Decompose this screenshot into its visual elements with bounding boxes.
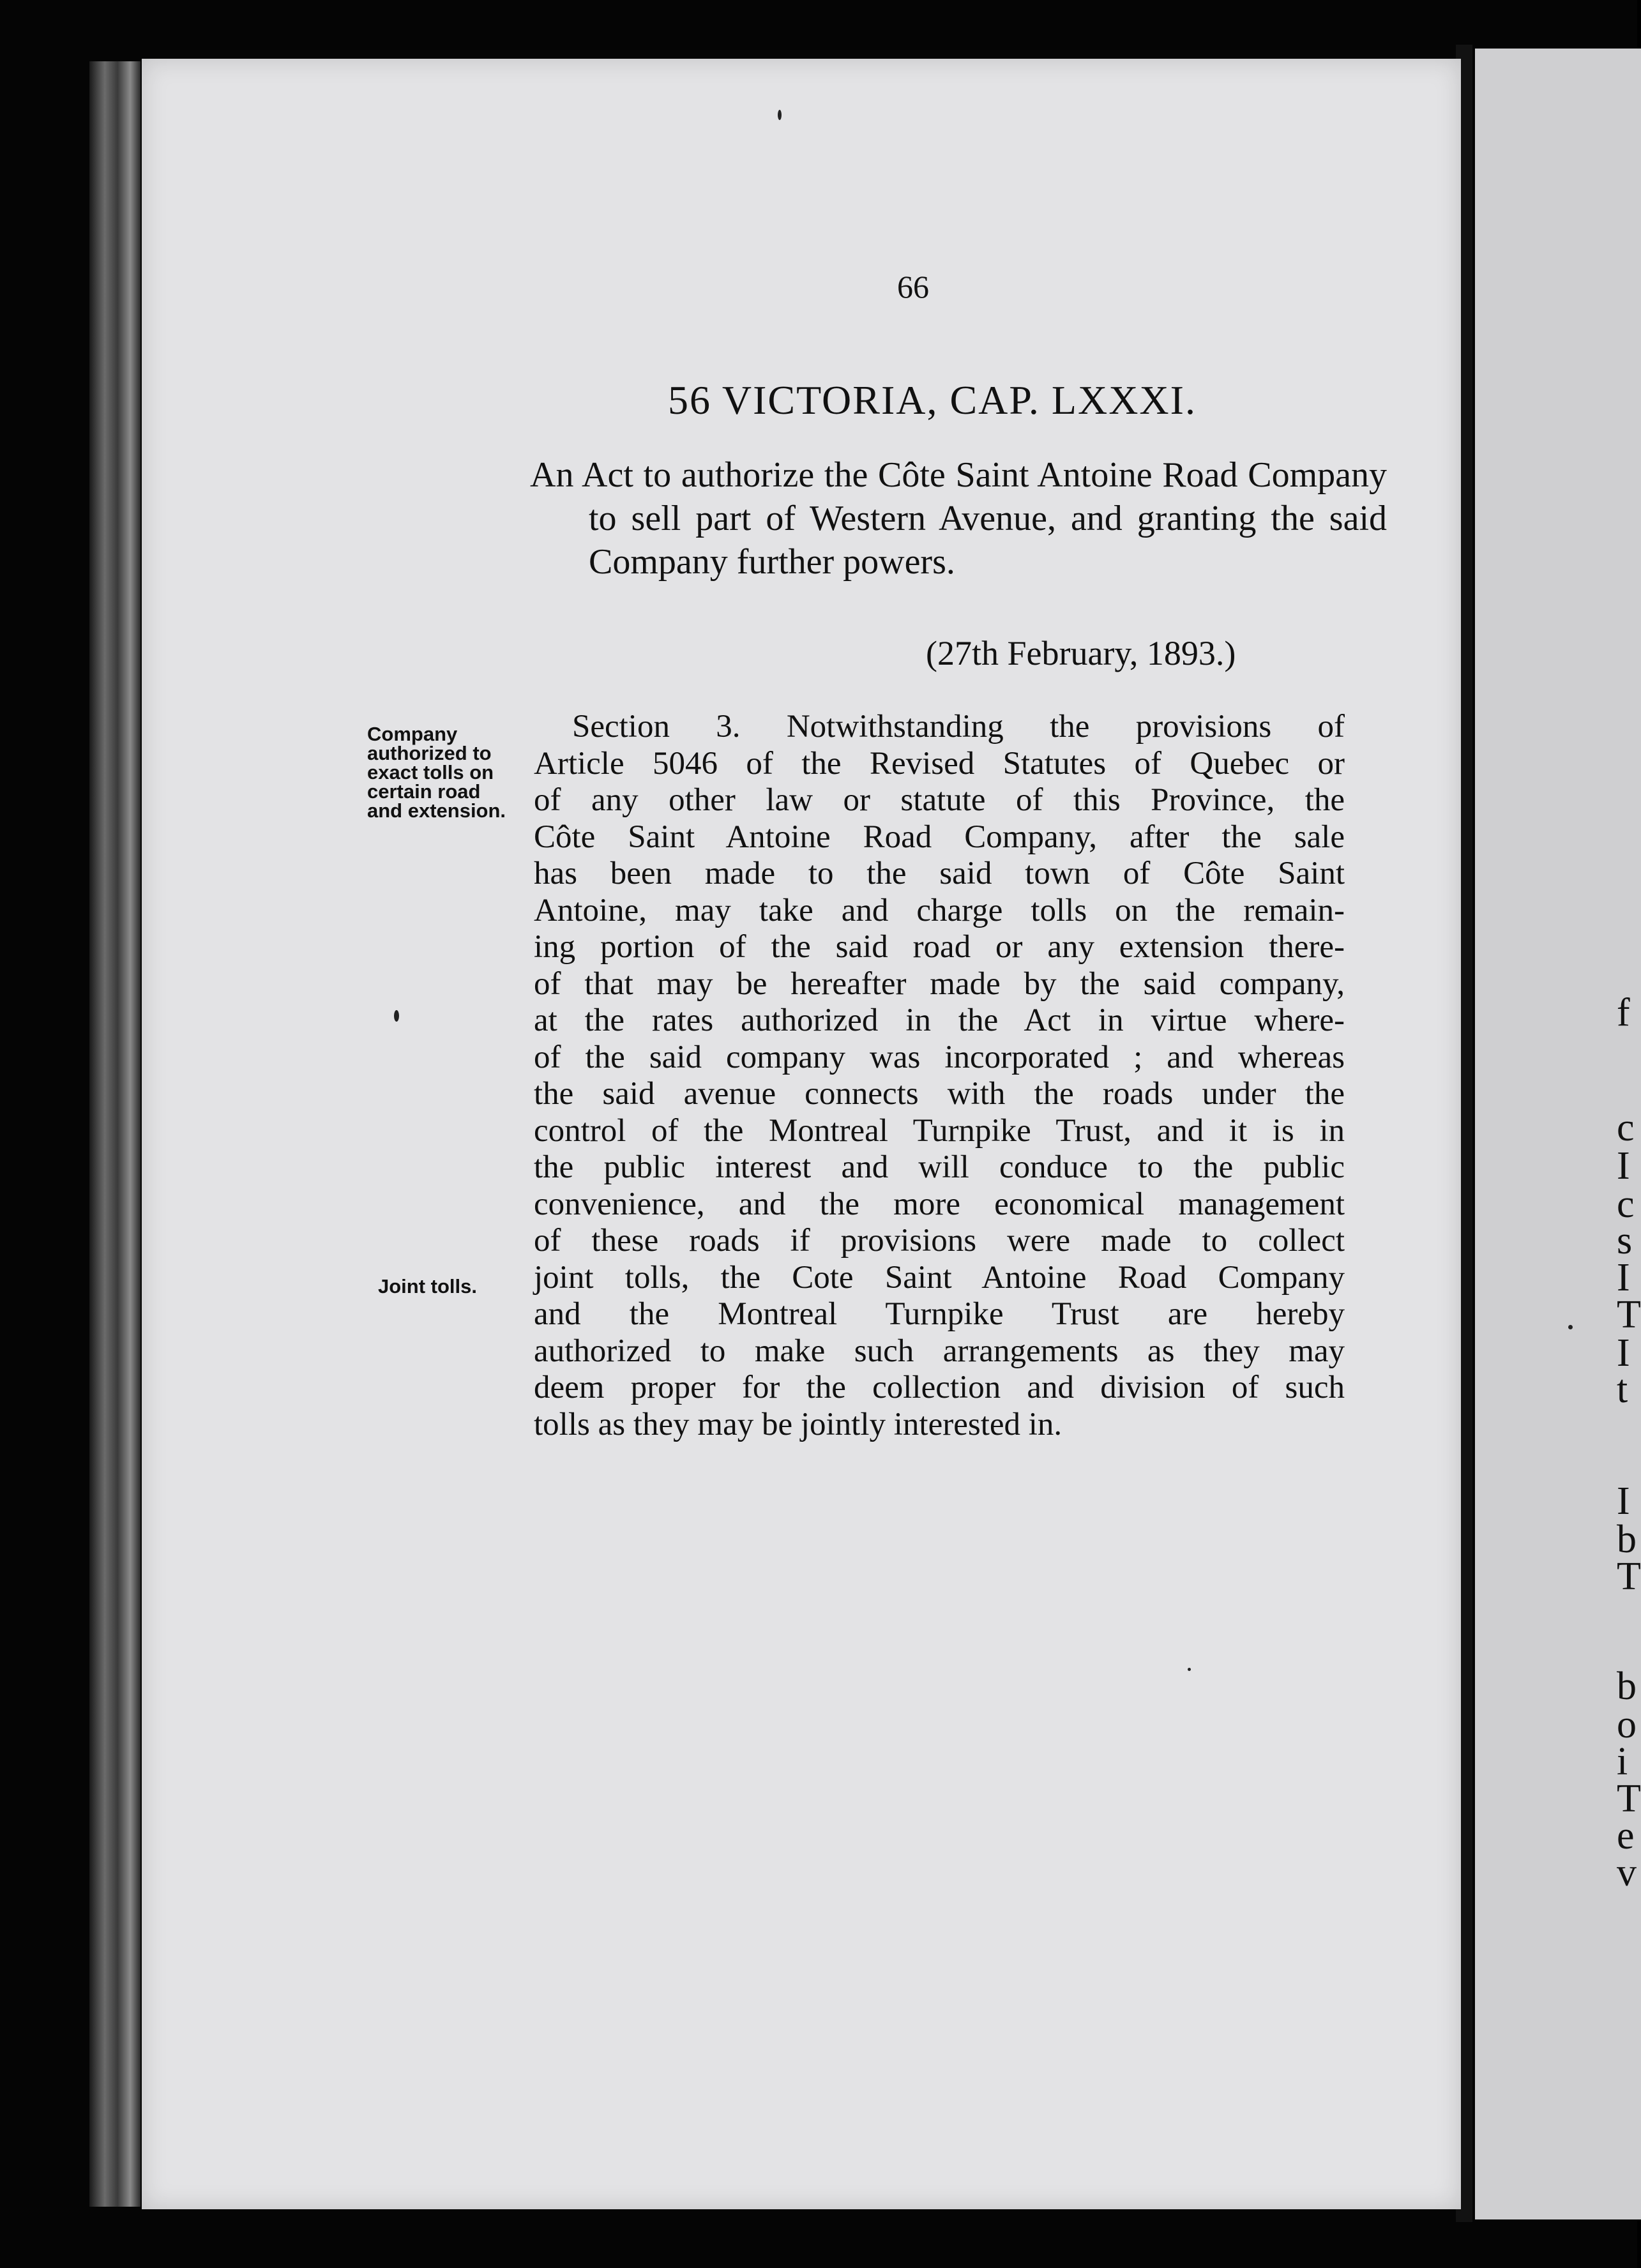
- facing-page-glyph: f: [1617, 991, 1630, 1034]
- section-line: of the said company was incorporated ; and whereas: [534, 1039, 1345, 1075]
- section-line: Côte Saint Antoine Road Company, after the sale: [534, 819, 1345, 855]
- section-line: control of the Montreal Turnpike Trust, and it is in: [534, 1112, 1345, 1149]
- facing-page-glyph: i: [1617, 1740, 1628, 1783]
- section-line: convenience, and the more economical management: [534, 1186, 1345, 1222]
- facing-page-glyph: c: [1617, 1183, 1635, 1226]
- facing-page-glyph: T: [1617, 1293, 1641, 1336]
- scan-speck: [394, 1010, 399, 1022]
- facing-page-glyph: I: [1617, 1144, 1630, 1188]
- margin-note-joint-tolls: Joint tolls.: [378, 1275, 477, 1297]
- section-line: authorized to make such arrangements as they may: [534, 1333, 1345, 1369]
- section-line: of these roads if provisions were made to collect: [534, 1223, 1345, 1259]
- scan-speck: [1188, 1668, 1191, 1671]
- section-line: of that may be hereafter made by the said company,: [534, 965, 1345, 1002]
- section-line: and the Montreal Turnpike Trust are hereby: [534, 1296, 1345, 1332]
- facing-page-glyph: b: [1617, 1665, 1637, 1708]
- facing-page-glyph: I: [1617, 1256, 1630, 1299]
- section-line: Antoine, may take and charge tolls on the remain-: [534, 892, 1345, 928]
- margin-note-company-tolls: Company authorized to exact tolls on certain road and extension.: [367, 723, 506, 822]
- act-title: An Act to authorize the Côte Saint Antoine Road Company to sell part of Western Avenue, and granting the said Company further powers.: [530, 455, 1387, 582]
- section-line: joint tolls, the Cote Saint Antoine Road Company: [534, 1259, 1345, 1296]
- facing-page-glyph: v: [1617, 1851, 1637, 1894]
- act-heading: 56 VICTORIA, CAP. LXXXI.: [668, 377, 1197, 423]
- act-date: (27th February, 1893.): [926, 634, 1236, 672]
- facing-page: [1475, 49, 1641, 2219]
- facing-page-glyph: T: [1617, 1777, 1641, 1820]
- section-line: Article 5046 of the Revised Statutes of Quebec or: [534, 745, 1345, 782]
- facing-page-glyph: I: [1617, 1479, 1630, 1523]
- section-line: of any other law or statute of this Province, the: [534, 782, 1345, 818]
- facing-page-glyph: T: [1617, 1555, 1641, 1598]
- section-line: at the rates authorized in the Act in virtue where-: [534, 1002, 1345, 1038]
- scan-speck: [778, 110, 782, 120]
- section-line: deem proper for the collection and division of such: [534, 1370, 1345, 1405]
- section-line: the public interest and will conduce to the public: [534, 1149, 1345, 1185]
- facing-page-glyph: e: [1617, 1814, 1635, 1857]
- section-line: the said avenue connects with the roads under the: [534, 1076, 1345, 1112]
- facing-page-glyph: s: [1617, 1219, 1633, 1262]
- facing-page-glyph: I: [1617, 1331, 1630, 1375]
- book-binding: [89, 61, 140, 2207]
- facing-page-glyph: b: [1617, 1518, 1637, 1561]
- scan-speck: [1568, 1325, 1573, 1329]
- section-line: has been made to the said town of Côte Saint: [534, 856, 1345, 891]
- section-line: tolls as they may be jointly interested in.: [534, 1406, 1062, 1442]
- facing-page-glyph: c: [1617, 1106, 1635, 1149]
- section-line: ing portion of the said road or any extension there-: [534, 929, 1345, 965]
- section-3-body: [534, 709, 1345, 1443]
- facing-page-glyph: o: [1617, 1703, 1637, 1746]
- page-number: 66: [897, 269, 929, 305]
- facing-page-glyph: t: [1617, 1368, 1628, 1411]
- section-line: Section 3. Notwithstanding the provisions of: [572, 709, 1345, 745]
